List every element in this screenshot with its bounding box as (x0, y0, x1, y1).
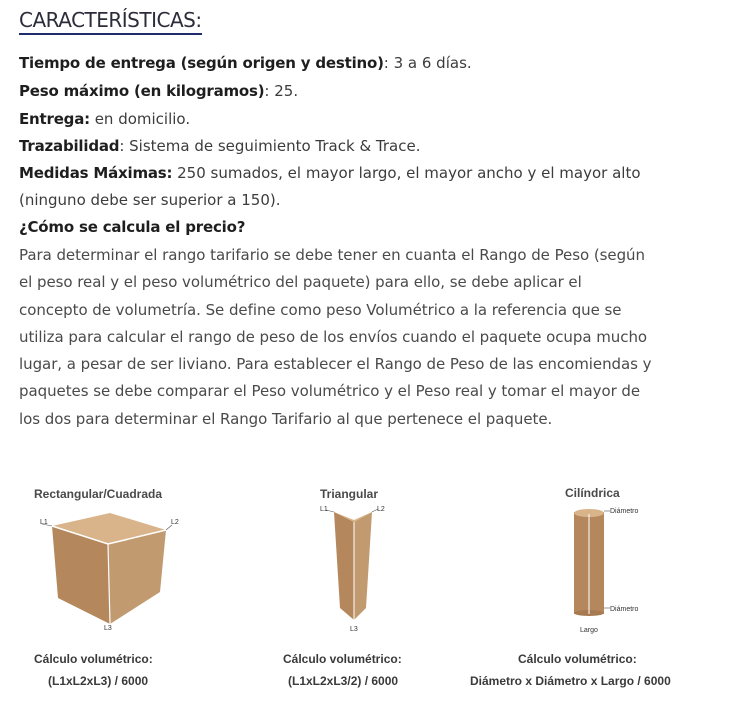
spec-max-weight: Peso máximo (en kilogramos): 25. (19, 82, 299, 100)
calc-title-cylindrical: Cálculo volumétrico: (518, 652, 637, 666)
calc-title-rectangular: Cálculo volumétrico: (34, 652, 153, 666)
marker-length: Largo (580, 627, 598, 634)
paragraph-line: los dos para determinar el Rango Tarifario al que pertenece el paquete. (19, 409, 553, 428)
marker-l2: L2 (171, 519, 179, 526)
paragraph-line: concepto de volumetría. Se define como peso Volumétrico a la referencia que se (19, 300, 622, 319)
spec-max-dimensions-note: (ninguno debe ser superior a 150). (19, 191, 281, 209)
spec-traceability: Trazabilidad: Sistema de seguimiento Track & Trace. (19, 137, 421, 155)
paragraph-line: paquetes se debe comparar el Peso volumétrico y el Peso real y tomar el mayor de (19, 382, 641, 401)
spec-delivery: Entrega: en domicilio. (19, 110, 191, 128)
box-illustration (30, 508, 190, 636)
paragraph-line: el peso real y el peso volumétrico del paquete) para ello, se debe aplicar el (19, 273, 582, 292)
marker-l3: L3 (350, 626, 358, 633)
prism-right-face (354, 512, 372, 620)
triangular-prism-illustration (310, 500, 390, 640)
shape-label-triangular: Triangular (320, 487, 379, 501)
marker-l1: L1 (320, 506, 328, 513)
calc-formula-cylindrical: Diámetro x Diámetro x Largo / 6000 (470, 674, 671, 688)
price-question: ¿Cómo se calcula el precio? (19, 218, 246, 236)
spec-delivery-time: Tiempo de entrega (según origen y destino): 3 a 6 días. (19, 54, 472, 72)
calc-formula-rectangular: (L1xL2xL3) / 6000 (48, 674, 149, 688)
prism-left-face (334, 512, 354, 620)
section-title: CARACTERÍSTICAS: (19, 8, 202, 35)
calc-formula-triangular: (L1xL2xL3/2) / 6000 (288, 674, 399, 688)
calc-title-triangular: Cálculo volumétrico: (283, 652, 402, 666)
marker-l1: L1 (40, 519, 48, 526)
paragraph-line: Para determinar el rango tarifario se debe tener en cuanta el Rango de Peso (según (19, 246, 645, 264)
paragraph-line: lugar, a pesar de ser liviano. Para establecer el Rango de Peso de las encomiendas y (19, 355, 652, 374)
box-side-face (108, 530, 166, 624)
spec-max-dimensions: Medidas Máximas: 250 sumados, el mayor largo, el mayor ancho y el mayor alto (19, 164, 641, 182)
marker-l2: L2 (377, 506, 385, 513)
paragraph-line: utiliza para calcular el rango de peso de los envíos cuando el paquete ocupa mucho (19, 327, 648, 346)
shape-label-rectangular: Rectangular/Cuadrada (34, 487, 163, 501)
marker-diameter-bottom: Diámetro (610, 606, 639, 613)
price-explanation (19, 242, 731, 433)
marker-l3: L3 (104, 625, 112, 632)
shape-label-cylindrical: Cilíndrica (565, 486, 620, 500)
cylinder-illustration (560, 504, 690, 636)
marker-diameter-top: Diámetro (610, 508, 639, 515)
